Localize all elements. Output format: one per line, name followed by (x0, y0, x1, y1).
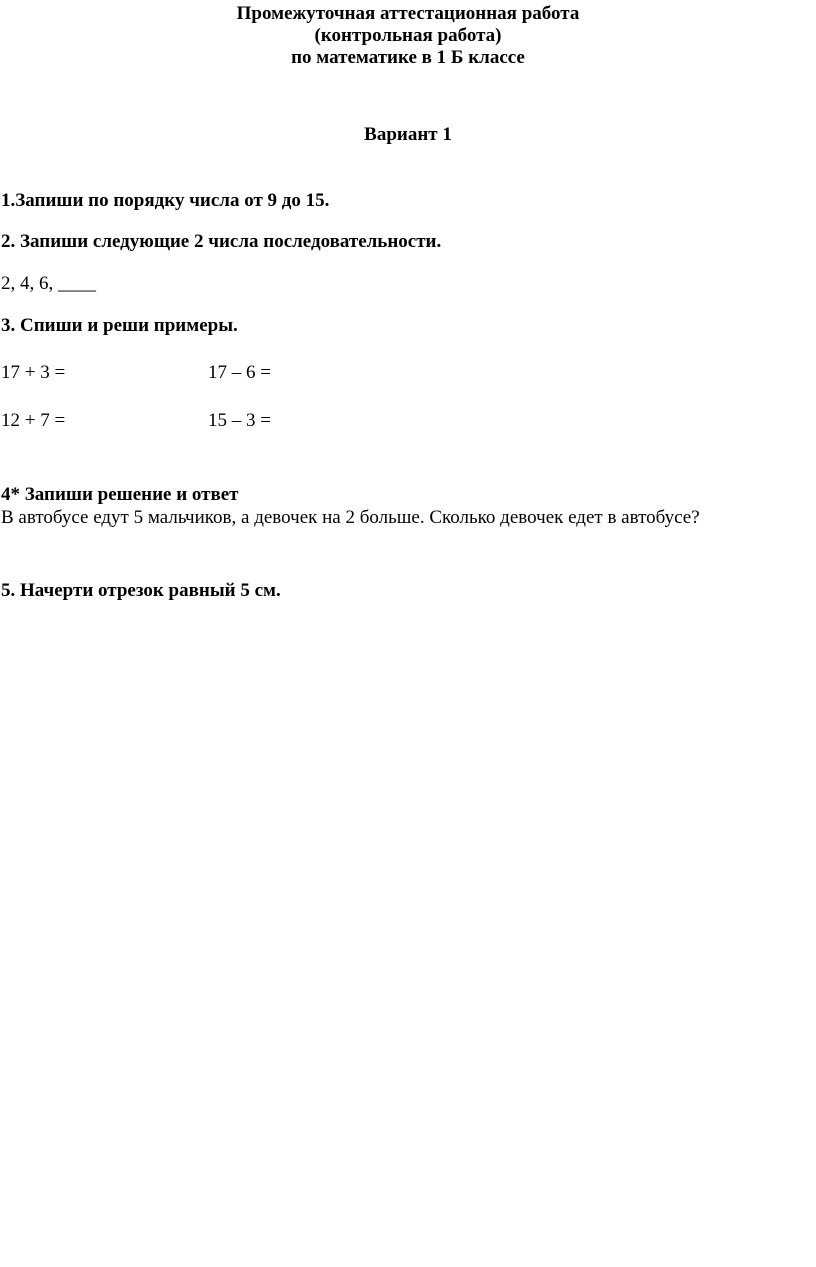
task-3-heading: 3. Спиши и реши примеры. (1, 315, 238, 336)
example-2-right: 15 – 3 = (208, 410, 271, 431)
example-1-right: 17 – 6 = (208, 362, 271, 383)
document-title (0, 3, 816, 69)
task-4-heading: 4* Запиши решение и ответ (1, 484, 239, 505)
task-1-heading: 1.Запиши по порядку числа от 9 до 15. (1, 190, 330, 211)
task-4-text: В автобусе едут 5 мальчиков, а девочек на 2 больше. Сколько девочек едет в автобусе? (1, 507, 700, 528)
title-line-3: по математике в 1 Б классе (291, 47, 525, 68)
example-1-left: 17 + 3 = (1, 362, 66, 383)
example-2-left: 12 + 7 = (1, 410, 66, 431)
title-line-1: Промежуточная аттестационная работа (236, 3, 580, 24)
variant-heading: Вариант 1 (364, 124, 452, 145)
task-5-heading: 5. Начерти отрезок равный 5 см. (1, 580, 281, 601)
task-2-sequence: 2, 4, 6, ____ (1, 273, 96, 294)
title-line-2: (контрольная работа) (314, 25, 502, 46)
task-2-heading: 2. Запиши следующие 2 числа последовательности. (1, 231, 442, 252)
